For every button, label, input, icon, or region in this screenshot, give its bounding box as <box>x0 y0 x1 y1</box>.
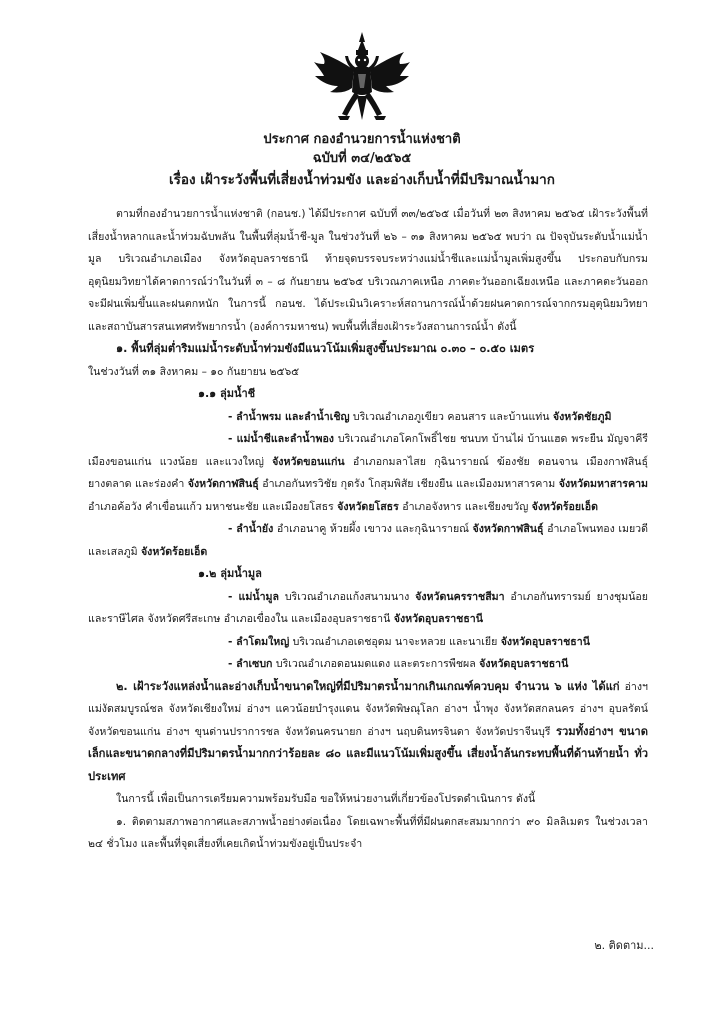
mun-item-1-province-2: จังหวัดอุบลราชธานี <box>393 613 483 625</box>
mun-item-1-province-1: จังหวัดนครราชสีมา <box>415 590 505 603</box>
section1-title: ๑. พื้นที่ลุ่มต่ำริมแม่น้ำระดับน้ำท่วมขังมีแนวโน้มเพิ่มสูงขึ้นประมาณ ๐.๓๐ – ๐.๕๐ เมตร <box>116 342 535 355</box>
mun-item-1-text-b: อำเภอกันทรารมย์ ยางชุมน้อย และราษีไศล จังหวัดศรีสะเกษ อำเภอเขื่องใน และเมืองอุบลราชธานี <box>88 590 648 625</box>
mun-item-3-province: จังหวัดอุบลราชธานี <box>479 658 569 670</box>
chi-item-2 <box>88 428 648 518</box>
closing-paragraph: ในการนี้ เพื่อเป็นการเตรียมความพร้อมรับมือ ขอให้หน่วยงานที่เกี่ยวข้องโปรดดำเนินการ ดังนี้ <box>116 793 536 805</box>
chi-item-2-province-2: จังหวัดกาฬสินธุ์ <box>187 478 259 490</box>
mun-item-1 <box>88 586 648 631</box>
announcement-number: ฉบับที่ ๓๔/๒๕๖๕ <box>312 151 412 166</box>
intro-paragraph: ตามที่กองอำนวยการน้ำแห่งชาติ (กอนช.) ได้มีประกาศ ฉบับที่ ๓๓/๒๕๖๕ เมื่อวันที่ ๒๓ สิงหาคม ๒๕๖๕ เฝ้าระวังพื้นที่เสี่ยงน้ำหลากและน้ำท่วมฉับพลัน ในพื้นที่ลุ่มน้ำชี-มูล ในช่วงวันที่ ๒๖ – ๓๑ สิงหาคม ๒๕๖๕ พบว่า ณ ปัจจุบันระดับน้ำแม่น้ำมูล บริเวณอำเภอเมือง จังหวัดอุบลราชธานี ท้ายจุดบรรจบระหว่างแม่น้ำชีและแม่น้ำมูลเพิ่มสูงขึ้น ประกอบกับกรมอุตุนิยมวิทยาได้คาดการณ์ว่าในวันที่ ๓ – ๘ กันยายน ๒๕๖๕ บริเวณภาคเหนือ ภาคตะวันออกเฉียงเหนือ และภาคตะวันออก จะมีฝนเพิ่มขึ้นและฝนตกหนัก ในการนี้ กอนช. ได้ประเมินวิเคราะห์สถานการณ์น้ำด้วยฝนคาดการณ์จากกรมอุตุนิยมวิทยา และสถาบันสารสนเทศทรัพยากรน้ำ (องค์การมหาชน) พบพื้นที่เสี่ยงเฝ้าระวังสถานการณ์น้ำ ดังนี้ <box>88 208 648 333</box>
mun-item-2-text: บริเวณอำเภอเดชอุดม นาจะหลวย และนาเยีย <box>289 635 501 648</box>
garuda-emblem <box>312 30 412 125</box>
chi-item-3-text-b: อำเภอโพนทอง เมยวดี และเสลภูมิ <box>88 523 648 558</box>
chi-item-2-text-e: อำเภอจังหาร และเชียงขวัญ <box>398 500 532 513</box>
chi-item-3-province-1: จังหวัดกาฬสินธุ์ <box>472 523 544 535</box>
mun-item-2-province: จังหวัดอุบลราชธานี <box>500 635 590 648</box>
chi-item-2-province-4: จังหวัดยโสธร <box>337 500 399 513</box>
chi-item-2-name: - แม่น้ำชีและลำน้ำพอง <box>228 433 334 445</box>
chi-item-2-text-d: อำเภอค้อวัง คำเขื่อนแก้ว มหาชนะชัย และเมืองยโสธร <box>88 500 338 513</box>
section2-emphasis: รวมทั้งอ่างฯ ขนาดเล็กและขนาดกลางที่มีปริมาตรน้ำมากกว่าร้อยละ ๘๐ และมีแนวโน้มเพิ่มสูงขึ้น เสี่ยงน้ำล้นกระทบพื้นที่ด้านท้ายน้ำ ทั่วประเทศ <box>88 724 648 783</box>
section1-period: ในช่วงวันที่ ๓๑ สิงหาคม – ๑๐ กันยายน ๒๕๖๕ <box>88 365 300 378</box>
chi-item-1-name: - ลำน้ำพรม และลำน้ำเชิญ <box>228 410 350 423</box>
chi-item-1-text: บริเวณอำเภอภูเขียว คอนสาร และบ้านแท่น <box>349 410 553 423</box>
chi-item-1 <box>88 406 648 429</box>
mun-item-3-name: - ลำเซบก <box>228 658 273 670</box>
mun-item-3-text: บริเวณอำเภอดอนมดแดง และตระการพืชผล <box>272 658 480 670</box>
mun-basin-title: ๑.๒ ลุ่มน้ำมูล <box>198 567 262 580</box>
section2-title: ๒. เฝ้าระวังแหล่งน้ำและอ่างเก็บน้ำขนาดใหญ่ที่มีปริมาตรน้ำมากเกินเกณฑ์ควบคุม จำนวน ๖ แห่ง ได้แก่ <box>116 679 620 693</box>
chi-item-2-text-c: อำเภอกันทรวิชัย กุดรัง โกสุมพิสัย เชียงยืน และเมืองมหาสารคาม <box>258 478 559 490</box>
chi-item-2-text-a: บริเวณอำเภอโคกโพธิ์ไชย ชนบท บ้านไผ่ บ้านแฮด พระยืน มัญจาคีรี เมืองขอนแก่น แวงน้อย และแวงใหญ่ <box>88 433 648 468</box>
mun-item-2-name: - ลำโดมใหญ่ <box>228 635 290 648</box>
chi-item-3 <box>88 518 648 563</box>
section2-reservoir-list: อ่างฯ แม่งัดสมบูรณ์ชล จังหวัดเชียงใหม่ อ่างฯ แควน้อยบำรุงแดน จังหวัดพิษณุโลก อ่างฯ น้ำพุง จังหวัดสกลนคร อ่างฯ อุบลรัตน์ จังหวัดขอนแก่น อ่างฯ ขุนด่านปราการชล จังหวัดนครนายก อ่างฯ นฤบดินทรจินดา จังหวัดปราจีนบุรี <box>88 680 648 738</box>
announcement-subject: เรื่อง เฝ้าระวังพื้นที่เสี่ยงน้ำท่วมขัง และอ่างเก็บน้ำที่มีปริมาณน้ำมาก <box>169 172 555 188</box>
chi-item-1-province: จังหวัดชัยภูมิ <box>552 410 612 423</box>
announcement-title: ประกาศ กองอำนวยการน้ำแห่งชาติ <box>263 132 461 147</box>
chi-item-2-province-1: จังหวัดขอนแก่น <box>272 455 345 468</box>
page-continuation: ๒. ติดตาม... <box>594 939 654 952</box>
chi-basin-title: ๑.๑ ลุ่มน้ำชี <box>198 387 256 400</box>
section2-paragraph <box>88 676 648 789</box>
chi-item-2-province-5: จังหวัดร้อยเอ็ด <box>531 500 598 513</box>
document-body <box>88 203 648 856</box>
chi-item-3-text-a: อำเภอนาคู ห้วยผึ้ง เขาวง และกุฉินารายณ์ <box>273 523 473 535</box>
chi-item-2-province-3: จังหวัดมหาสารคาม <box>558 478 648 490</box>
mun-item-2 <box>88 631 648 654</box>
chi-item-3-name: - ลำน้ำยัง <box>228 523 274 535</box>
action-item-1: ๑. ติดตามสภาพอากาศและสภาพน้ำอย่างต่อเนื่อง โดยเฉพาะพื้นที่ที่มีฝนตกสะสมมากกว่า ๙๐ มิลลิเมตร ในช่วงเวลา ๒๔ ชั่วโมง และพื้นที่จุดเสี่ยงที่เคยเกิดน้ำท่วมขังอยู่เป็นประจำ <box>88 815 648 850</box>
mun-item-3 <box>88 653 648 676</box>
mun-item-1-text-a: บริเวณอำเภอแก้งสนามนาง <box>279 590 416 603</box>
chi-item-3-province-2: จังหวัดร้อยเอ็ด <box>140 545 208 558</box>
chi-item-2-text-b: อำเภอกมลาไสย กุฉินารายณ์ ฆ้องชัย ดอนจาน เมืองกาฬสินธุ์ ยางตลาด และร่องคำ <box>88 455 648 490</box>
section1-heading <box>88 338 648 361</box>
mun-item-1-name: - แม่น้ำมูล <box>228 590 280 603</box>
